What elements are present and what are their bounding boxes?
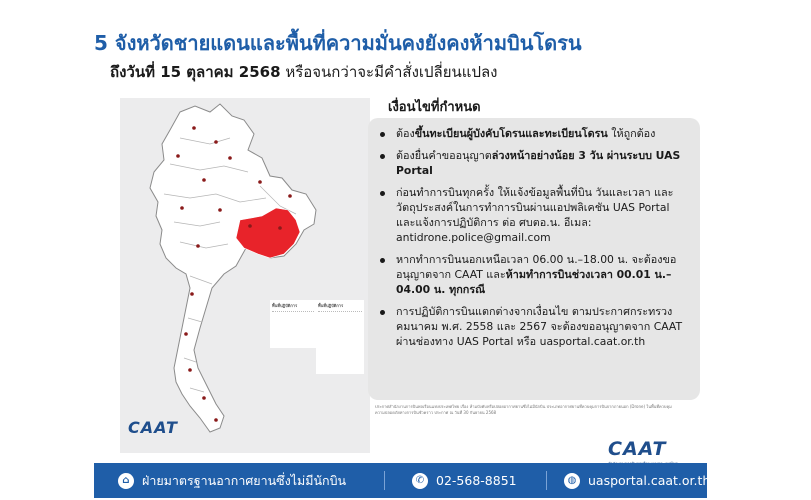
condition-text: ก่อนทำการบินทุกครั้ง ให้แจ้งข้อมูลพื้นที่บิน วันและเวลา และวัตถุประสงค์ในการทำการบินผ่านแอปพลิเคชัน UAS Portal และแจ้งการปฏิบัติการ ต่อ ศบตอ.น. อีเมล: antidrone.police@gmail.com	[396, 186, 674, 244]
legend-left-title: พื้นที่ปฏิบัติการ	[272, 303, 298, 308]
footer-phone[interactable]	[412, 463, 517, 498]
caat-logo-left-text: CAAT	[128, 418, 178, 437]
conditions-list	[368, 118, 700, 349]
condition-item	[378, 126, 692, 141]
caat-logo-left	[128, 418, 178, 437]
bullet-icon	[380, 310, 385, 315]
condition-item	[378, 304, 692, 349]
condition-text: ต้องยื่นคำขออนุญาต	[396, 149, 492, 162]
condition-item	[378, 185, 692, 245]
conditions-box	[368, 118, 700, 400]
footer-department-label: ฝ่ายมาตรฐานอากาศยานซึ่งไม่มีนักบิน	[142, 472, 347, 488]
condition-text: ต้อง	[396, 127, 415, 140]
footer-website-label: uasportal.caat.or.th	[588, 473, 711, 488]
bullet-icon	[380, 132, 385, 137]
map-panel	[120, 98, 370, 453]
map-legend-left	[270, 300, 316, 348]
footer-divider	[384, 471, 385, 490]
thailand-outline	[150, 104, 316, 432]
building-icon: ⌂	[118, 473, 134, 489]
condition-text: การปฏิบัติการบินแตกต่างจากเงื่อนไข ตามประกาศกระทรวงคมนาคม พ.ศ. 2558 และ 2567 จะต้องขออนุญาตจาก CAAT ผ่านช่องทาง UAS Portal หรือ uasportal.caat.or.th	[396, 305, 683, 348]
condition-text-post: ให้ถูกต้อง	[607, 127, 656, 140]
globe-icon: ◍	[564, 473, 580, 489]
condition-item	[378, 252, 692, 297]
thailand-map	[120, 98, 370, 453]
fineprint: ประกาศสำนักงานการบินพลเรือนแห่งประเทศไทย เรื่อง ห้ามบังคับหรือปล่อยอากาศยานซึ่งไม่มีนักบิน ประเภทอากาศยานที่ควบคุมการบินจากภายนอก (Drone) ในพื้นที่ควบคุมความปลอดภัยทางการบินชั่วคราว ประกาศ ณ วันที่ 30 กันยายน 2568	[375, 404, 672, 415]
caat-logo-right-text: CAAT	[608, 438, 667, 460]
legend-right-lines	[318, 311, 362, 368]
condition-item	[378, 148, 692, 178]
condition-bold: ห้ามทำการบินช่วงเวลา 00.01 น.– 04.00 น. ทุกกรณี	[396, 268, 672, 296]
page-subtitle	[110, 60, 498, 84]
footer-divider	[546, 471, 547, 490]
conditions-heading: เงื่อนไขที่กำหนด	[388, 100, 481, 115]
condition-bold: ขึ้นทะเบียนผู้บังคับโดรนและทะเบียนโดรน	[414, 127, 608, 140]
map-legend-right	[316, 300, 364, 374]
footer-department	[118, 463, 346, 498]
legend-right-title: พื้นที่ปฏิบัติการ	[318, 303, 344, 308]
subtitle-rest: หรือจนกว่าจะมีคำสั่งเปลี่ยนแปลง	[280, 63, 498, 81]
legend-left-lines	[272, 311, 314, 340]
subtitle-date: ถึงวันที่ 15 ตุลาคม 2568	[110, 63, 281, 81]
bullet-icon	[380, 191, 385, 196]
footer-phone-label: 02-568-8851	[436, 473, 517, 488]
page-title: 5 จังหวัดชายแดนและพื้นที่ความมั่นคงยังคงห้ามบินโดรน	[94, 31, 582, 55]
condition-bold: ล่วงหน้าอย่างน้อย 3 วัน ผ่านระบบ UAS Portal	[396, 149, 681, 177]
bullet-icon	[380, 258, 385, 263]
condition-text: หากทำการบินนอกเหนือเวลา 06.00 น.–18.00 น. จะต้องขออนุญาตจาก CAAT และ	[396, 253, 677, 281]
phone-icon: ✆	[412, 473, 428, 489]
footer-bar	[94, 463, 711, 498]
footer-website[interactable]	[564, 463, 710, 498]
bullet-icon	[380, 154, 385, 159]
